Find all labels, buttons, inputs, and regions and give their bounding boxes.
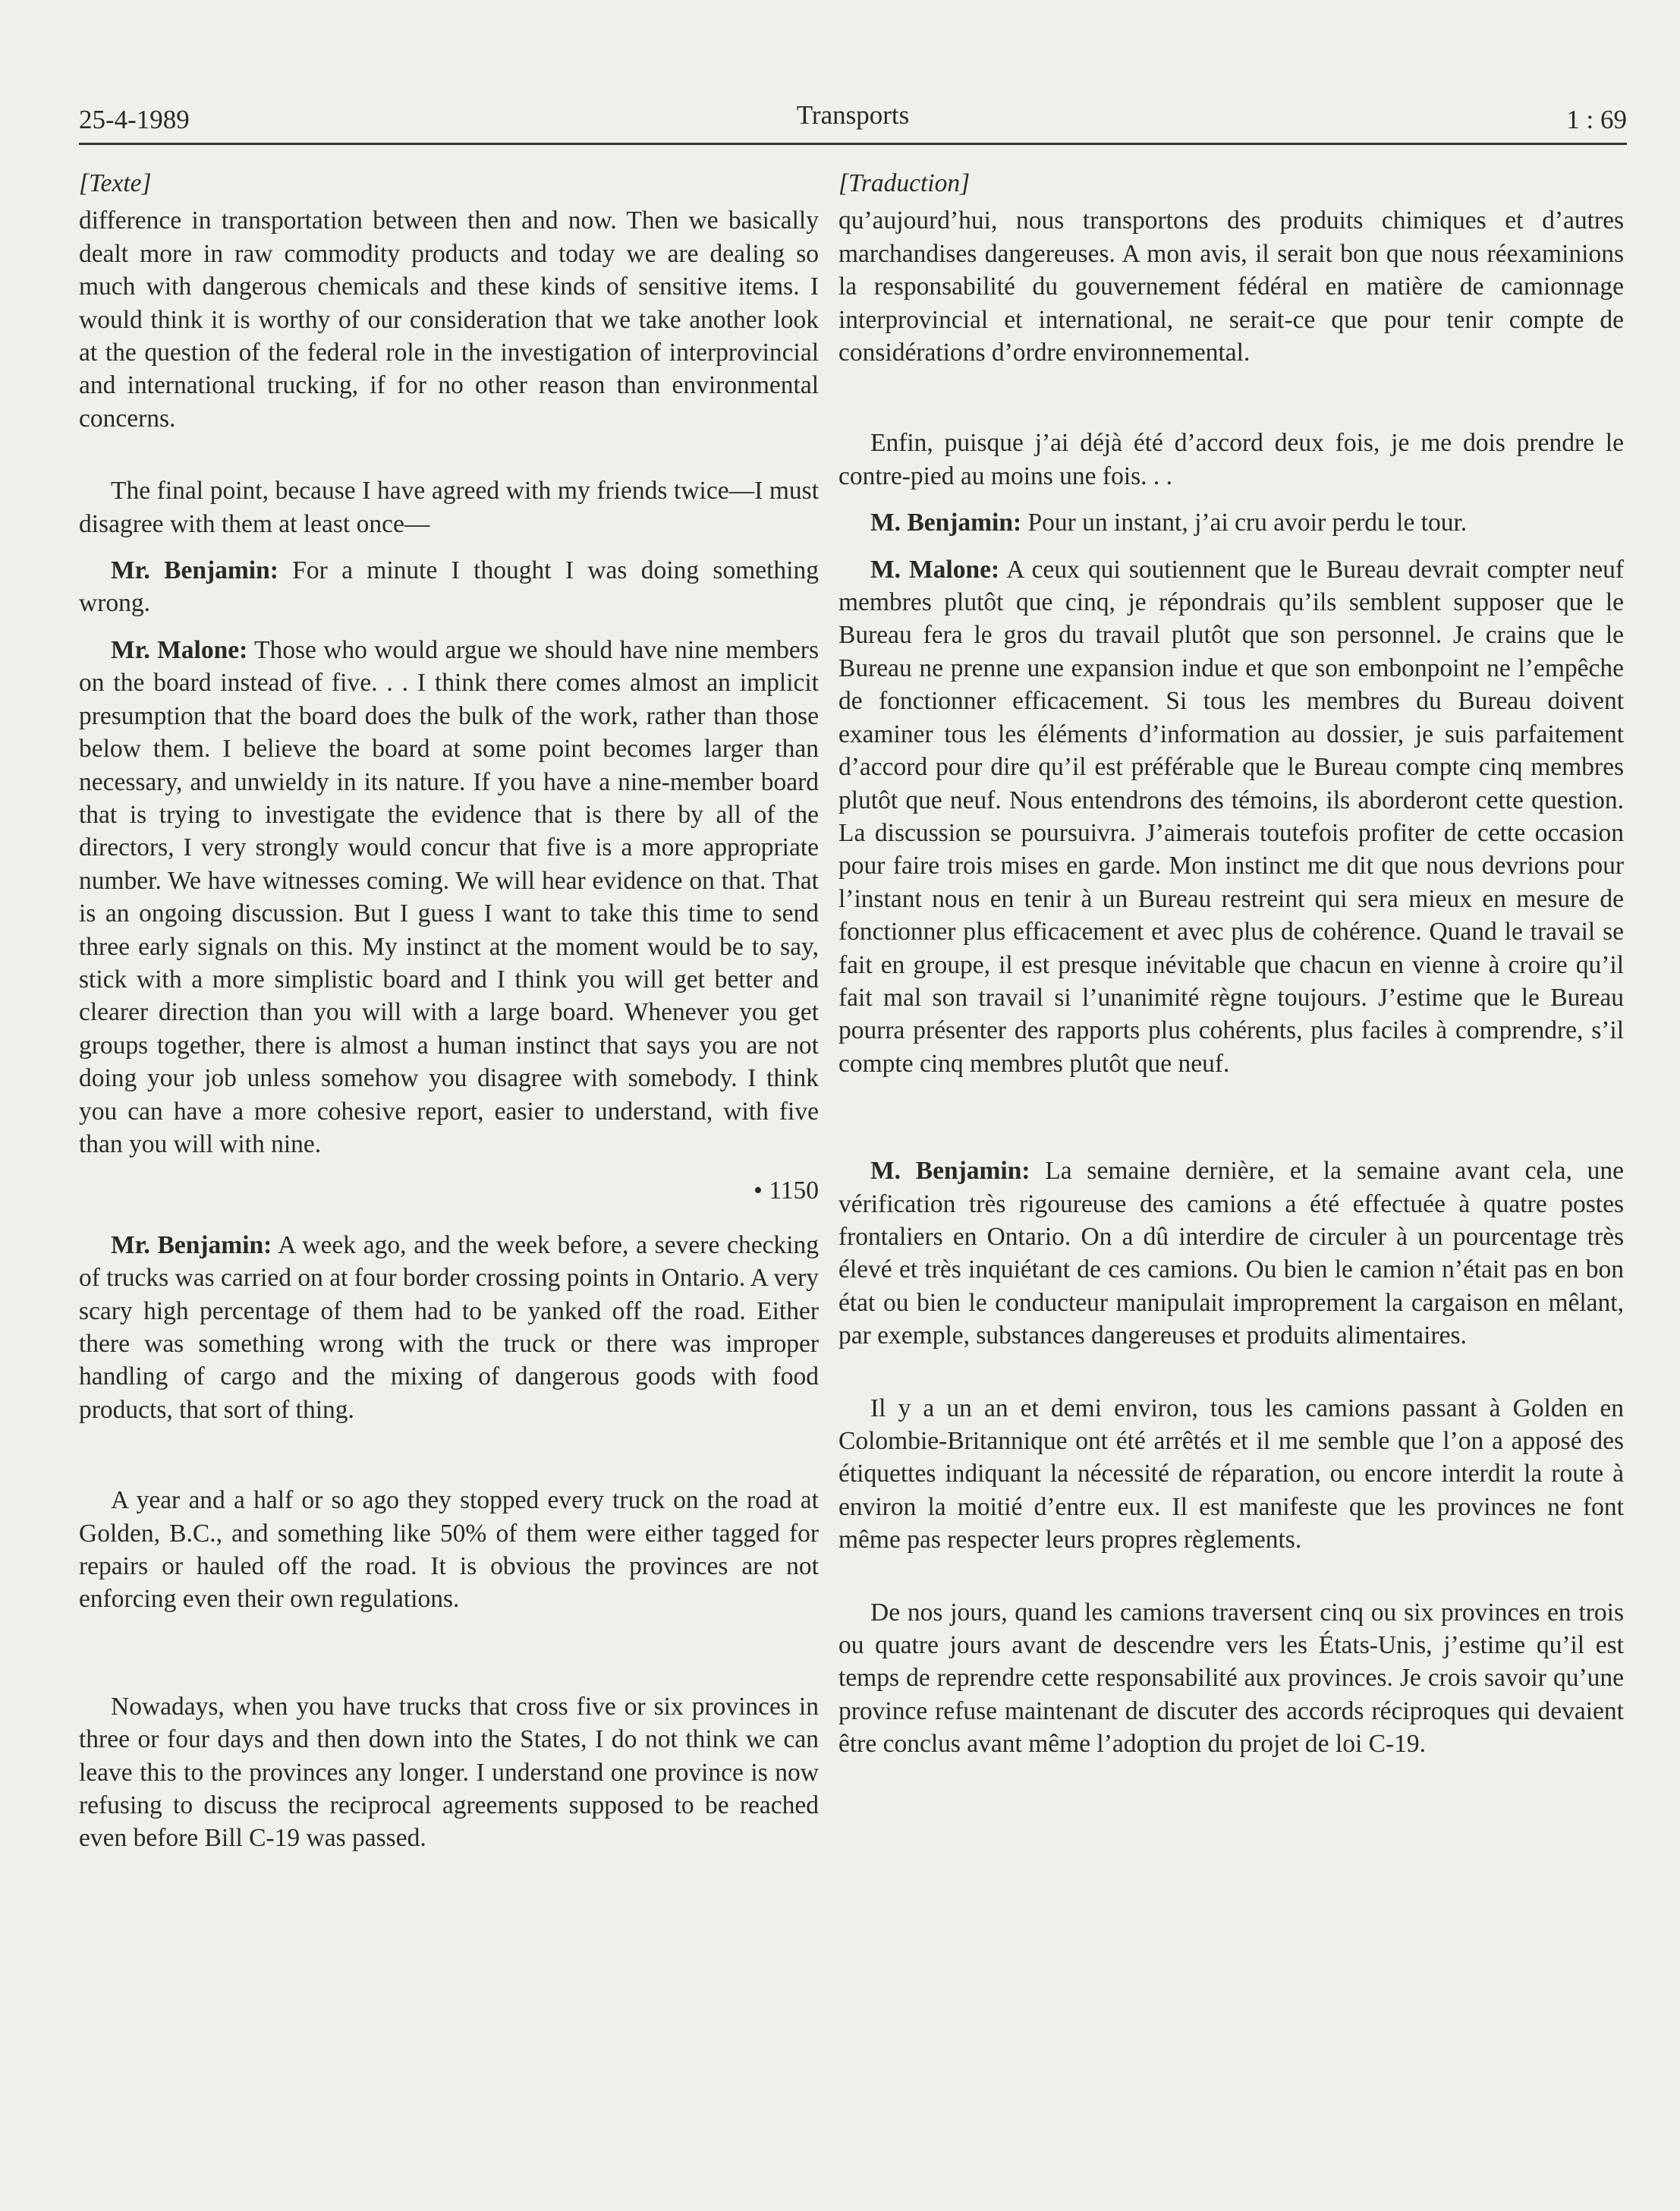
- paragraph: [838, 506, 1624, 539]
- page-header: [79, 100, 1627, 144]
- paragraph-text: Il y a un an et demi environ, tous les camions passant à Golden en Colombie-Britannique ont été arrêtés et il me semble que l’on a apposé des étiquettes indiquant la nécessité de réparation, ou encore interdit la route à environ la moitié d’entre eux. Il est manifeste que les provinces ne font même pas respecter leurs propres règlements.: [838, 1394, 1624, 1554]
- paragraph-text: Enfin, puisque j’ai déjà été d’accord deux fois, je me dois prendre le contre-pied au moins une fois. . .: [838, 429, 1624, 490]
- speaker-name: Mr. Benjamin:: [111, 1230, 272, 1259]
- paragraph: [838, 204, 1624, 369]
- paragraph: [838, 1392, 1624, 1557]
- paragraph-text: Nowadays, when you have trucks that cross five or six provinces in three or four days and then down into the States, I do not think we can leave this to the provinces any longer. I understand one province is now refusing to discuss the reciprocal agreements supposed to be reached even before Bill C-19 was passed.: [79, 1692, 819, 1853]
- paragraph: [838, 427, 1624, 493]
- paragraph-text: difference in transportation between then and now. Then we basically dealt more in raw commodity products and today we are dealing so much with dangerous chemicals and these kinds of sensitive items. I would think it is worthy of our consideration that we take another look at the question of the federal role in the investigation of interprovincial and international trucking, if for no other reason than environmental concerns.: [79, 206, 819, 433]
- paragraph: [838, 1596, 1624, 1761]
- paragraph: [79, 474, 819, 540]
- paragraph: [79, 554, 819, 620]
- speaker-name: M. Benjamin:: [870, 1157, 1030, 1186]
- speaker-name: M. Benjamin:: [870, 509, 1022, 537]
- header-page-number: 1 : 69: [1566, 105, 1627, 134]
- french-column: [838, 167, 1624, 1775]
- paragraph-text: qu’aujourd’hui, nous transportons des produits chimiques et d’autres marchandises dangereuses. A mon avis, il serait bon que nous réexaminions la responsabilité du gouvernement fédéral en matière de camionnage interprovincial et international, ne serait-ce que pour tenir compte de considérations d’ordre environnemental.: [838, 206, 1624, 367]
- paragraph: [838, 1154, 1624, 1352]
- time-marker: • 1150: [753, 1176, 819, 1205]
- english-column: [79, 167, 819, 1869]
- paragraph-text: Those who would argue we should have nine members on the board instead of five. . . I think there comes almost an implicit presumption that the board does the bulk of the work, rather than those below them. I believe the board at some point becomes larger than necessary, and unwieldy in its nature. If you have a nine-member board that is trying to investigate the evidence that is there by all of the directors, I very strongly would concur that five is a more appropriate number. We have witnesses coming. We will hear evidence on that. That is an ongoing discussion. But I guess I want to take this time to send three early signals on this. My instinct at the moment would be to say, stick with a more simplistic board and I think you will get better and clearer direction than you will with a large board. Whenever you get groups together, there is almost a human instinct that says you are not doing your job unless somehow you disagree with somebody. I think you can have a more cohesive report, easier to understand, with five than you will with nine.: [79, 635, 819, 1158]
- paragraph-text: The final point, because I have agreed with my friends twice—I must disagree with them at least once—: [79, 477, 819, 538]
- paragraph-text: La semaine dernière, et la semaine avant cela, une vérification très rigoureuse des camions a été effectuée à quatre postes frontaliers en Ontario. On a dû interdire de circuler à un pourcentage très élevé et très inquiétant de ces camions. Ou bien le camion n’était pas en bon état ou bien le conducteur manipulait improprement la cargaison en mêlant, par exemple, substances dangereuses et produits alimentaires.: [838, 1157, 1624, 1350]
- paragraph: [79, 1690, 819, 1855]
- speaker-name: Mr. Benjamin:: [111, 556, 278, 585]
- header-rule: [79, 143, 1627, 145]
- paragraph-text: Pour un instant, j’ai cru avoir perdu le tour.: [1021, 509, 1468, 537]
- paragraph: [79, 634, 819, 1161]
- paragraph: [79, 204, 819, 435]
- paragraph-text: A ceux qui soutiennent que le Bureau devrait compter neuf membres plutôt que cinq, je répondrais qu’ils semblent supposer que le Bureau fera le gros du travail plutôt que son personnel. Je crains que le Bureau ne prenne une expansion indue et que son embonpoint ne l’empêche de fonctionner efficacement. Si tous les membres du Bureau doivent examiner tous les éléments d’information au dossier, je suis parfaitement d’accord pour dire qu’il est préférable que le Bureau compte cinq membres plutôt que neuf. Nous entendrons des témoins, ils aborderont cette question. La discussion se poursuivra. J’aimerais toutefois profiter de cette occasion pour faire trois mises en garde. Mon instinct me dit que nous devrions pour l’instant nous en tenir à un Bureau restreint qui sera mieux en mesure de fonctionner plus efficacement et avec plus de cohérence. Quand le travail se fait en groupe, il est presque inévitable que chacun en vienne à croire qu’il fait mal son travail si l’unanimité règne toujours. J’estime que le Bureau pourra présenter des rapports plus cohérents, plus faciles à comprendre, s’il compte cinq membres plutôt que neuf.: [838, 555, 1624, 1078]
- paragraph-text: De nos jours, quand les camions traversent cinq ou six provinces en trois ou quatre jours avant de descendre vers les États-Unis, j’estime qu’il est temps de reprendre cette responsabilité aux provinces. Je crois savoir qu’une province refuse maintenant de discuter des accords réciproques qui devaient être conclus avant même l’adoption du projet de loi C-19.: [838, 1598, 1624, 1759]
- paragraph-text: A year and a half or so ago they stopped every truck on the road at Golden, B.C., and something like 50% of them were either tagged for repairs or hauled off the road. It is obvious the provinces are not enforcing even their own regulations.: [79, 1486, 819, 1614]
- speaker-name: Mr. Malone:: [111, 635, 248, 664]
- column-label-texte: [Texte]: [79, 169, 152, 197]
- paragraph: [79, 1229, 819, 1426]
- paragraph: [838, 553, 1624, 1081]
- paragraph-text: A week ago, and the week before, a severe checking of trucks was carried on at four border crossing points in Ontario. A very scary high percentage of them had to be yanked off the road. Either there was something wrong with the truck or there was improper handling of cargo and the mixing of dangerous goods with food products, that sort of thing.: [79, 1230, 819, 1424]
- header-date: 25-4-1989: [79, 105, 190, 134]
- paragraph-text: For a minute I thought I was doing something wrong.: [79, 556, 819, 618]
- paragraph: [79, 1484, 819, 1616]
- column-label-traduction: [Traduction]: [838, 169, 971, 197]
- speaker-name: M. Malone:: [870, 555, 1000, 584]
- header-title: Transports: [796, 100, 910, 130]
